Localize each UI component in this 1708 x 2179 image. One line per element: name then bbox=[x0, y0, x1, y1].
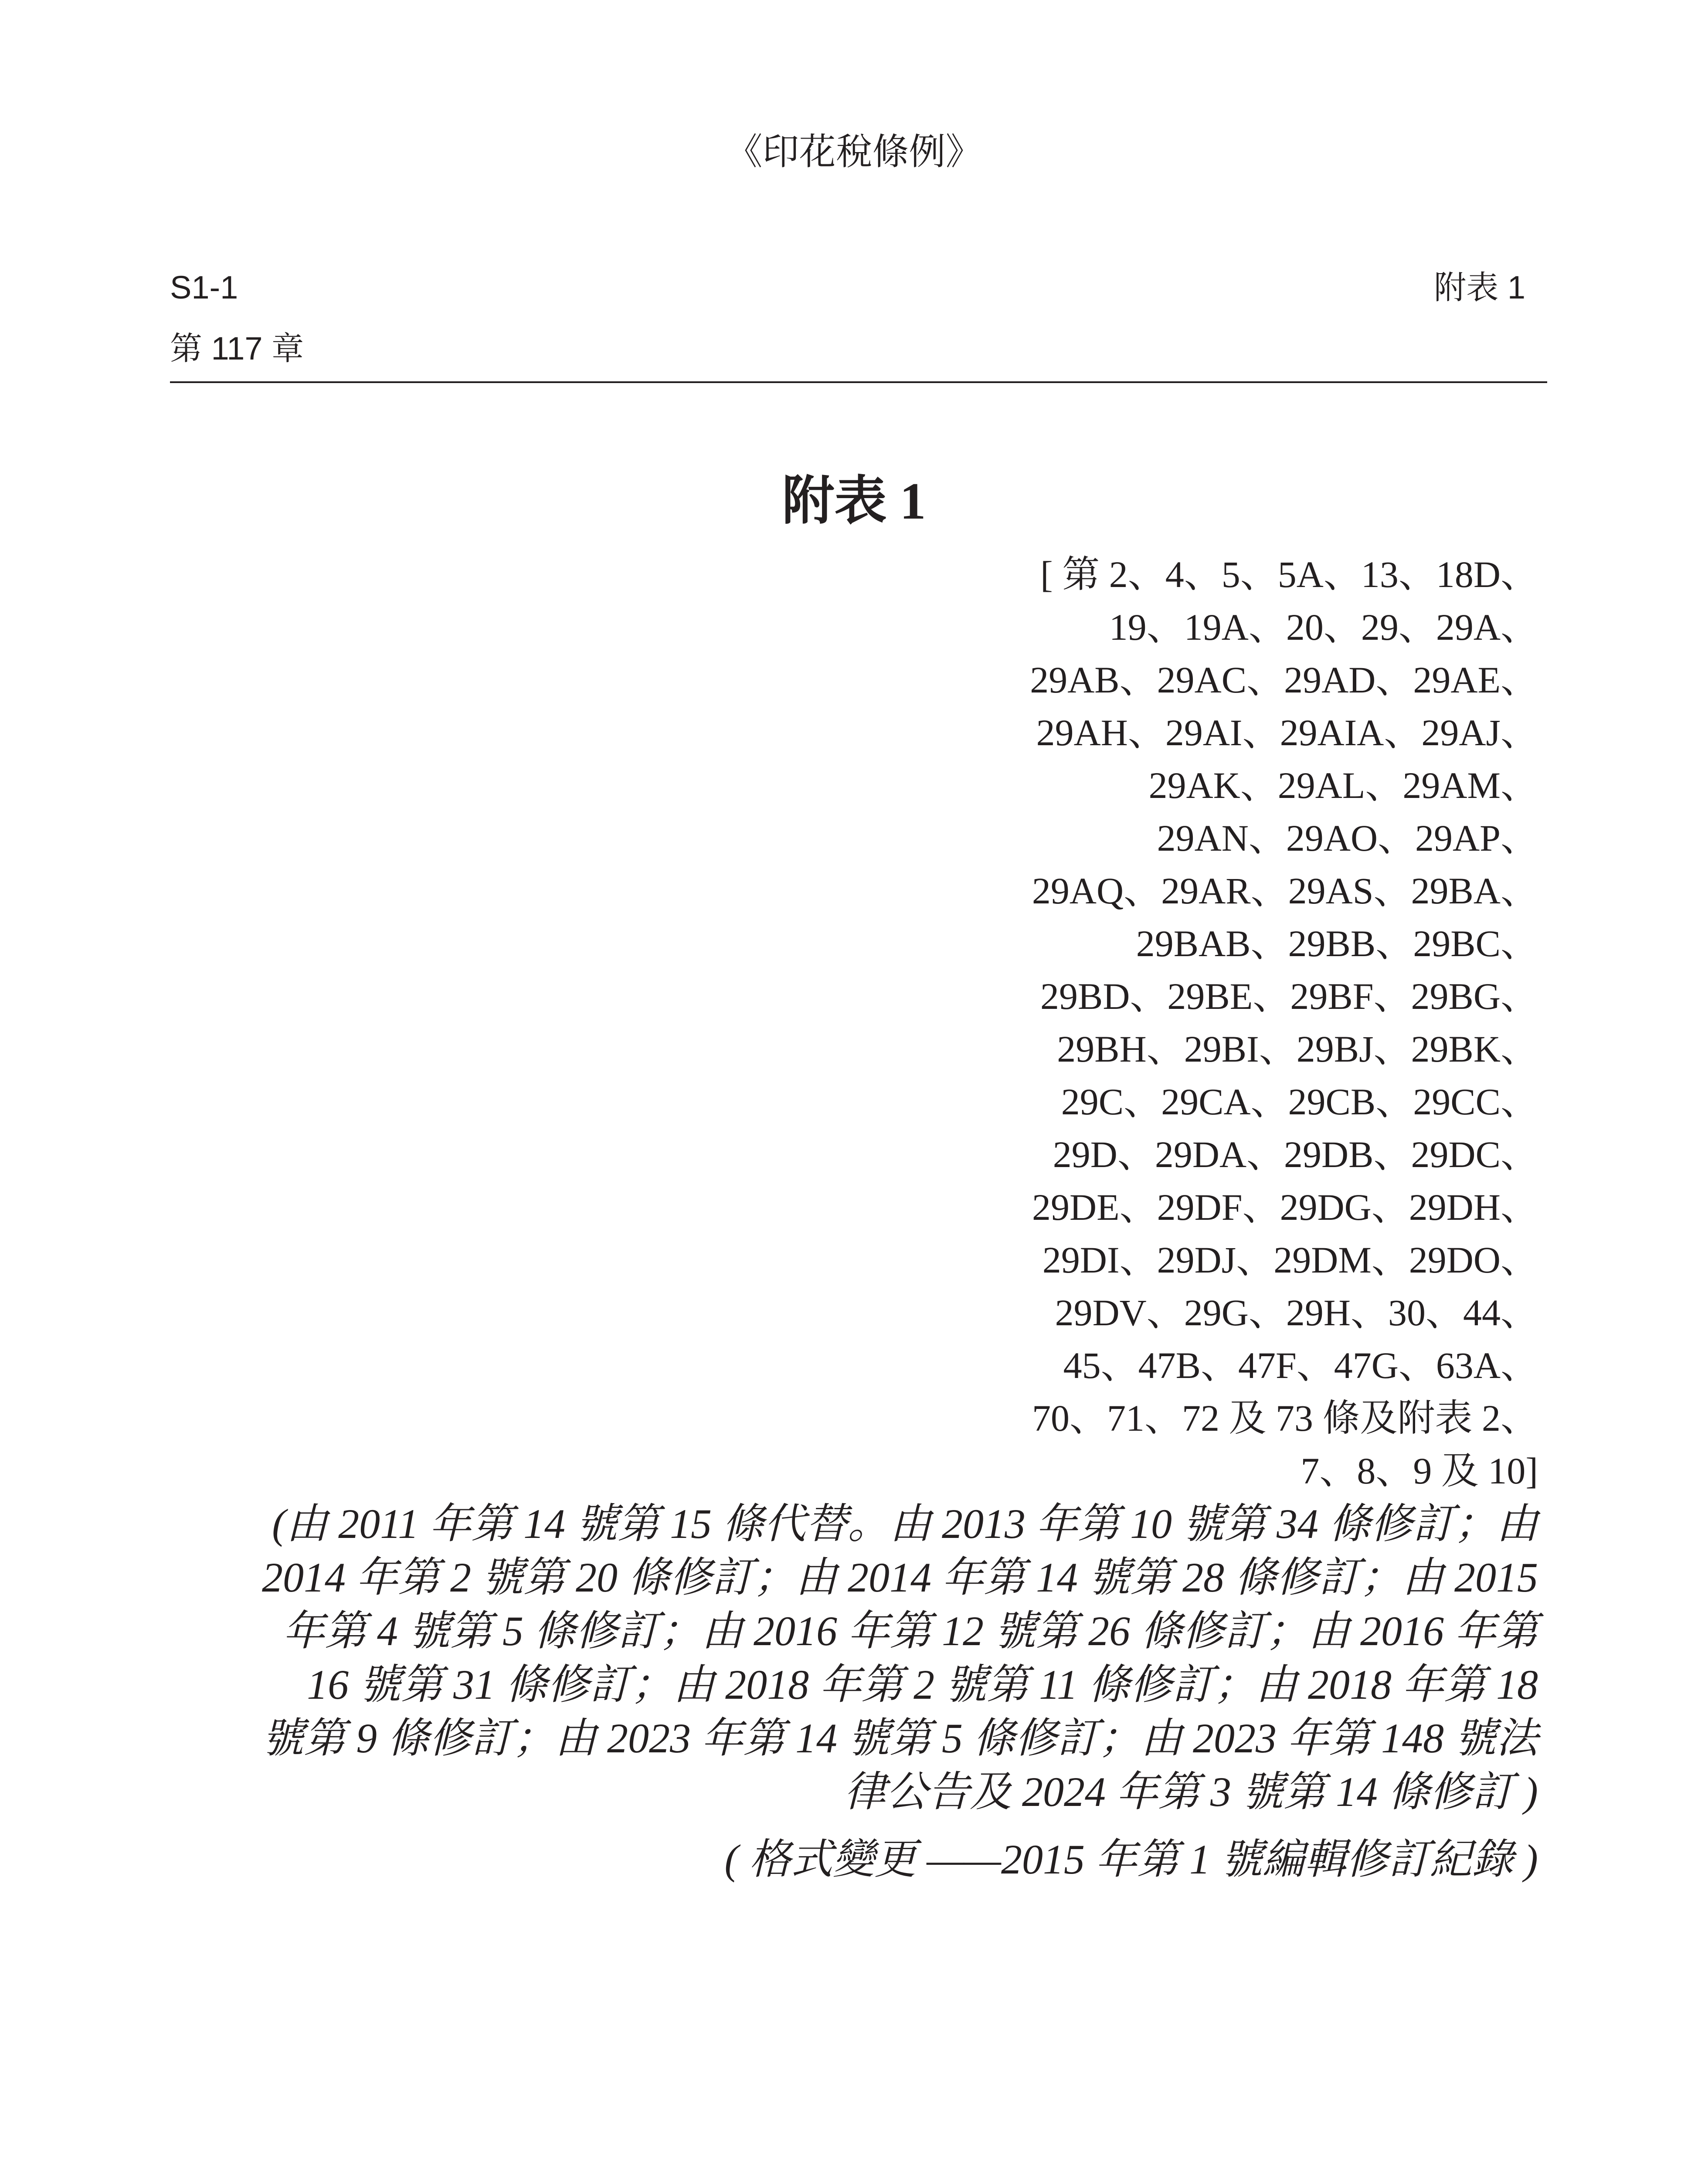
amendment-line: (由 2011 年第 14 號第 15 條代替。由 2013 年第 10 號第 34 條修訂；由 bbox=[272, 1500, 1538, 1547]
section-ref-line: 29BAB、29BB、29BC、 bbox=[1136, 923, 1538, 964]
section-ref-line: 29DE、29DF、29DG、29DH、 bbox=[1032, 1186, 1538, 1228]
schedule-title: 附表 1 bbox=[782, 472, 926, 530]
section-ref-line: 70、71、72 及 73 條及附表 2、 bbox=[1032, 1397, 1538, 1439]
section-ref-line: 29AN、29AO、29AP、 bbox=[1157, 817, 1538, 859]
amendment-line: 律公告及 2024 年第 3 號第 14 條修訂 ) bbox=[844, 1768, 1538, 1815]
section-ref-line: 29D、29DA、29DB、29DC、 bbox=[1053, 1134, 1538, 1175]
amendment-line: 號第 9 條修訂；由 2023 年第 14 號第 5 條修訂；由 2023 年第 148 號法 bbox=[262, 1715, 1538, 1762]
section-ref-line: [ 第 2、4、5、5A、13、18D、 bbox=[1040, 553, 1538, 595]
section-ref-line: 29AQ、29AR、29AS、29BA、 bbox=[1032, 870, 1538, 912]
amendment-line: 16 號第 31 條修訂；由 2018 年第 2 號第 11 條修訂；由 2018 年第 18 bbox=[307, 1661, 1538, 1708]
amendment-history bbox=[262, 1497, 1538, 1819]
section-ref-line: 29BH、29BI、29BJ、29BK、 bbox=[1057, 1028, 1538, 1070]
section-ref-line: 29AK、29AL、29AM、 bbox=[1148, 764, 1538, 806]
section-code: S1-1 bbox=[170, 269, 238, 305]
section-ref-line: 7、8、9 及 10] bbox=[1301, 1450, 1538, 1492]
section-ref-line: 29AB、29AC、29AD、29AE、 bbox=[1030, 659, 1538, 701]
section-ref-line: 45、47B、47F、47G、63A、 bbox=[1063, 1344, 1538, 1386]
amendment-line: 2014 年第 2 號第 20 條修訂；由 2014 年第 14 號第 28 條修訂；由 2015 bbox=[262, 1554, 1538, 1601]
chapter-number: 第 117 章 bbox=[170, 330, 304, 367]
header-divider bbox=[170, 381, 1547, 383]
header-schedule-label: 附表 1 bbox=[1434, 269, 1525, 305]
section-ref-line: 29DI、29DJ、29DM、29DO、 bbox=[1042, 1239, 1538, 1281]
section-ref-line: 29C、29CA、29CB、29CC、 bbox=[1061, 1081, 1538, 1123]
document-title: 《印花稅條例》 bbox=[726, 132, 982, 173]
amendment-line: 年第 4 號第 5 條修訂；由 2016 年第 12 號第 26 條修訂；由 2016 年第 bbox=[283, 1608, 1538, 1654]
section-ref-line: 19、19A、20、29、29A、 bbox=[1109, 606, 1538, 648]
section-ref-line: 29AH、29AI、29AIA、29AJ、 bbox=[1036, 712, 1538, 753]
section-ref-line: 29DV、29G、29H、30、44、 bbox=[1055, 1292, 1538, 1334]
section-references bbox=[1030, 548, 1538, 1497]
section-ref-line: 29BD、29BE、29BF、29BG、 bbox=[1040, 975, 1538, 1017]
format-change-note: ( 格式變更 ——2015 年第 1 號編輯修訂紀錄 ) bbox=[724, 1836, 1538, 1883]
